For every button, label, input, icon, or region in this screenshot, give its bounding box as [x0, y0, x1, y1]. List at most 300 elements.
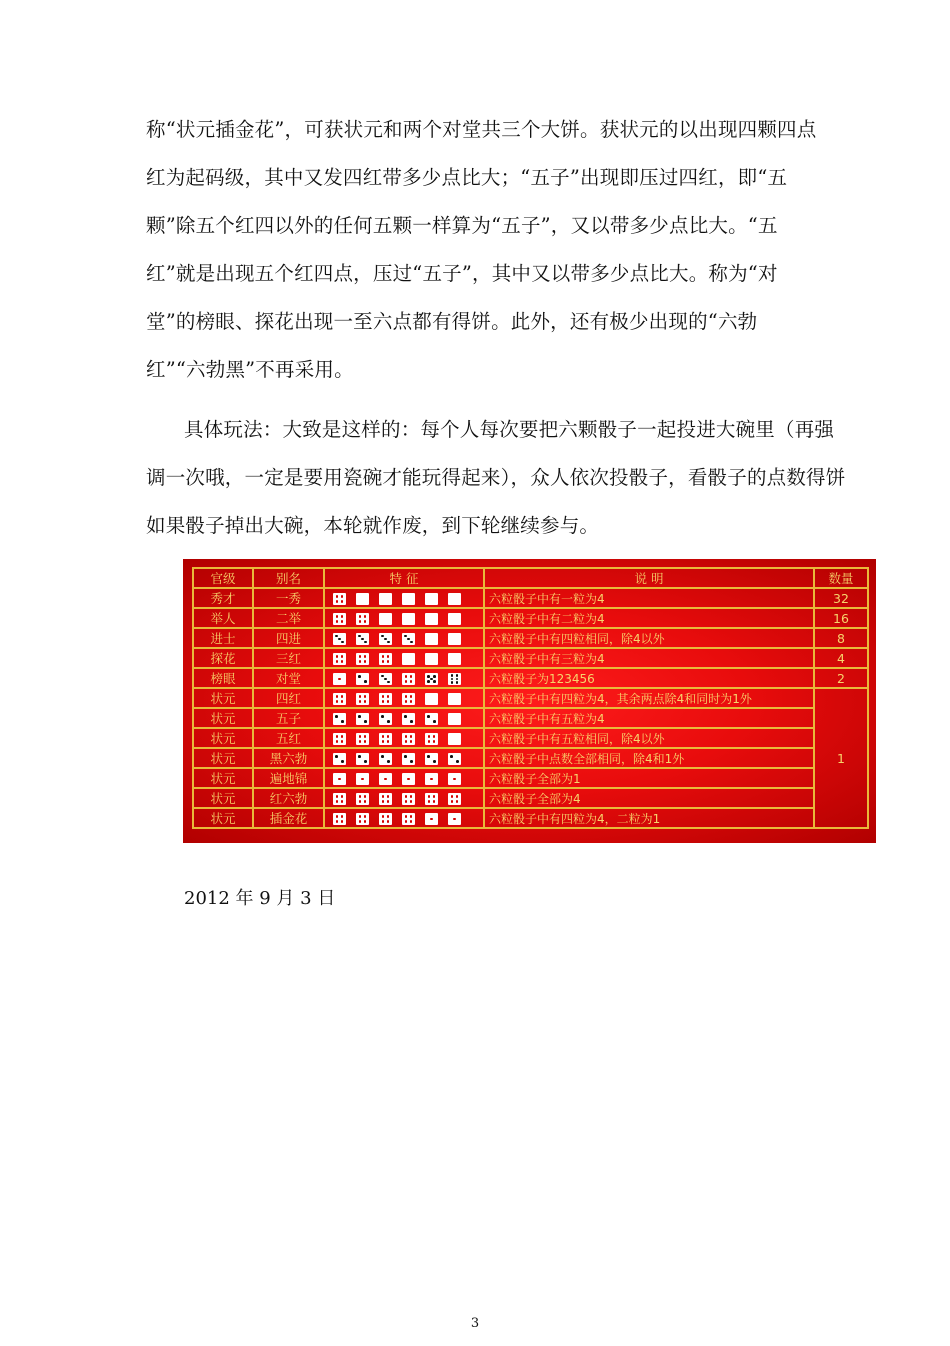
table-row	[193, 668, 868, 688]
pip	[404, 715, 407, 718]
pip	[336, 600, 339, 603]
pip	[453, 818, 456, 821]
pip	[382, 695, 385, 698]
pip	[387, 740, 390, 743]
pip	[382, 660, 385, 663]
pip	[336, 820, 339, 823]
pip	[359, 740, 362, 743]
pip	[364, 800, 367, 803]
rank-cell: 探花	[193, 648, 253, 668]
die-face-icon	[356, 813, 369, 825]
die-face-icon	[402, 593, 415, 605]
pip	[410, 795, 413, 798]
description-cell: 六粒骰子中有五粒相同，除4以外	[484, 728, 814, 748]
die-face-icon	[402, 613, 415, 625]
pip	[364, 620, 367, 623]
pip	[382, 820, 385, 823]
pip	[433, 800, 436, 803]
alias-cell: 插金花	[253, 808, 324, 828]
die-face-icon	[333, 813, 346, 825]
header-alias: 别名	[253, 568, 324, 588]
pip	[428, 735, 431, 738]
description-cell: 六粒骰子中有四粒为4，其余两点除4和同时为1外	[484, 688, 814, 708]
pip	[336, 655, 339, 658]
die-face-icon	[379, 753, 392, 765]
die-face-icon	[448, 753, 461, 765]
die-face-icon	[379, 693, 392, 705]
die-face-icon	[448, 633, 461, 645]
die-face-icon	[333, 793, 346, 805]
die-face-icon	[425, 593, 438, 605]
die-face-icon	[356, 613, 369, 625]
pip	[338, 678, 341, 681]
pip	[358, 715, 361, 718]
pip	[336, 735, 339, 738]
pip	[359, 820, 362, 823]
pip	[456, 674, 459, 677]
pip	[451, 800, 454, 803]
rank-cell: 状元	[193, 748, 253, 768]
table-row	[193, 688, 868, 708]
die-face-icon	[356, 773, 369, 785]
die-face-icon	[402, 773, 415, 785]
die-face-icon	[379, 653, 392, 665]
pip	[433, 680, 436, 683]
description-cell: 六粒骰子中有四粒相同，除4以外	[484, 628, 814, 648]
text-line: 堂”的榜眼、探花出现一至六点都有得饼。此外，还有极少出现的“六勃	[146, 310, 758, 333]
pip	[336, 815, 339, 818]
rank-cell: 状元	[193, 788, 253, 808]
pip	[427, 680, 430, 683]
pip	[335, 715, 338, 718]
pip	[341, 795, 344, 798]
pip	[358, 635, 361, 638]
table-row	[193, 728, 868, 748]
pip	[407, 778, 410, 781]
pip	[359, 615, 362, 618]
pip	[405, 735, 408, 738]
alias-cell: 二举	[253, 608, 324, 628]
rank-cell: 榜眼	[193, 668, 253, 688]
count-cell: 8	[814, 628, 868, 648]
pip	[456, 681, 459, 684]
pip	[341, 720, 344, 723]
document-date: 2012 年 9 月 3 日	[184, 888, 336, 909]
die-face-icon	[379, 613, 392, 625]
pip	[364, 820, 367, 823]
pip	[410, 760, 413, 763]
pip	[387, 720, 390, 723]
table-row	[193, 588, 868, 608]
pip	[364, 615, 367, 618]
pip	[381, 755, 384, 758]
die-face-icon	[402, 673, 415, 685]
die-face-icon	[448, 713, 461, 725]
pip	[336, 695, 339, 698]
die-face-icon	[356, 753, 369, 765]
die-face-icon	[448, 653, 461, 665]
text-line: 调一次哦，一定是要用瓷碗才能玩得起来），众人依次投骰子，看骰子的点数得饼	[146, 466, 846, 489]
pip	[387, 820, 390, 823]
dice-rules-table-image	[183, 559, 876, 843]
pip	[453, 778, 456, 781]
pip	[338, 638, 341, 641]
pip	[451, 681, 454, 684]
die-face-icon	[333, 653, 346, 665]
pip	[410, 735, 413, 738]
rank-cell: 状元	[193, 708, 253, 728]
pip	[410, 815, 413, 818]
pip	[382, 735, 385, 738]
pip	[405, 700, 408, 703]
die-face-icon	[448, 733, 461, 745]
pip	[382, 655, 385, 658]
pip	[341, 695, 344, 698]
pip	[336, 620, 339, 623]
text-line: 红”“六勃黑”不再采用。	[146, 358, 354, 381]
pip	[336, 740, 339, 743]
pip	[364, 735, 367, 738]
pip	[359, 735, 362, 738]
pip	[336, 660, 339, 663]
pip	[341, 700, 344, 703]
pip	[456, 760, 459, 763]
pip	[433, 760, 436, 763]
rank-cell: 进士	[193, 628, 253, 648]
die-face-icon	[402, 653, 415, 665]
die-face-icon	[448, 793, 461, 805]
dice-cell	[324, 748, 484, 768]
pip	[364, 700, 367, 703]
pip	[335, 635, 338, 638]
paragraph-1	[146, 106, 817, 394]
pip	[404, 635, 407, 638]
pip	[433, 675, 436, 678]
alias-cell: 一秀	[253, 588, 324, 608]
pip	[364, 680, 367, 683]
header-rank: 官级	[193, 568, 253, 588]
pip	[382, 795, 385, 798]
pip	[364, 720, 367, 723]
die-face-icon	[448, 773, 461, 785]
pip	[382, 815, 385, 818]
pip	[405, 800, 408, 803]
description-cell: 六粒骰子中点数全部相同，除4和1外	[484, 748, 814, 768]
die-face-icon	[425, 813, 438, 825]
pip	[405, 740, 408, 743]
pip	[384, 778, 387, 781]
die-face-icon	[402, 813, 415, 825]
die-face-icon	[356, 693, 369, 705]
die-face-icon	[402, 753, 415, 765]
pip	[410, 700, 413, 703]
table-row	[193, 788, 868, 808]
pip	[428, 800, 431, 803]
die-face-icon	[379, 773, 392, 785]
dice-cell	[324, 648, 484, 668]
die-face-icon	[425, 693, 438, 705]
pip	[336, 700, 339, 703]
pip	[456, 795, 459, 798]
dice-cell	[324, 688, 484, 708]
description-cell: 六粒骰子全部为4	[484, 788, 814, 808]
pip	[341, 641, 344, 644]
pip	[451, 678, 454, 681]
pip	[341, 600, 344, 603]
die-face-icon	[402, 633, 415, 645]
pip	[335, 755, 338, 758]
table-body	[193, 588, 868, 828]
page-number: 3	[470, 1316, 480, 1331]
header-count: 数量	[814, 568, 868, 588]
pip	[382, 800, 385, 803]
pip	[364, 655, 367, 658]
pip	[359, 660, 362, 663]
die-face-icon	[379, 713, 392, 725]
description-cell: 六粒骰子中有三粒为4	[484, 648, 814, 668]
die-face-icon	[333, 633, 346, 645]
table-row	[193, 648, 868, 668]
description-cell: 六粒骰子中有五粒为4	[484, 708, 814, 728]
pip	[410, 675, 413, 678]
pip	[410, 680, 413, 683]
count-cell-merged: 1	[814, 688, 868, 828]
die-face-icon	[425, 613, 438, 625]
pip	[341, 820, 344, 823]
pip	[428, 740, 431, 743]
alias-cell: 四进	[253, 628, 324, 648]
pip	[410, 740, 413, 743]
pip	[428, 795, 431, 798]
dice-cell	[324, 808, 484, 828]
dice-cell	[324, 608, 484, 628]
pip	[451, 795, 454, 798]
pip	[341, 660, 344, 663]
die-face-icon	[333, 713, 346, 725]
die-face-icon	[448, 673, 461, 685]
text-line: 颗”除五个红四以外的任何五颗一样算为“五子”，又以带多少点比大。“五	[146, 214, 778, 237]
text-line: 具体玩法：大致是这样的：每个人每次要把六颗骰子一起投进大碗里（再强	[184, 418, 835, 441]
die-face-icon	[333, 753, 346, 765]
die-face-icon	[402, 693, 415, 705]
die-face-icon	[379, 793, 392, 805]
pip	[433, 735, 436, 738]
count-cell: 16	[814, 608, 868, 628]
pip	[430, 818, 433, 821]
pip	[456, 678, 459, 681]
pip	[405, 815, 408, 818]
dice-cell	[324, 588, 484, 608]
pip	[359, 700, 362, 703]
pip	[387, 681, 390, 684]
pip	[405, 795, 408, 798]
die-face-icon	[356, 793, 369, 805]
pip	[387, 795, 390, 798]
pip	[387, 815, 390, 818]
pip	[358, 755, 361, 758]
pip	[341, 615, 344, 618]
pip	[410, 720, 413, 723]
pip	[407, 638, 410, 641]
table-row	[193, 768, 868, 788]
pip	[427, 675, 430, 678]
pip	[341, 595, 344, 598]
die-face-icon	[425, 713, 438, 725]
dice-rules-table	[192, 567, 869, 829]
alias-cell: 五子	[253, 708, 324, 728]
pip	[336, 615, 339, 618]
die-face-icon	[356, 733, 369, 745]
pip	[338, 778, 341, 781]
die-face-icon	[425, 793, 438, 805]
die-face-icon	[333, 733, 346, 745]
alias-cell: 黑六勃	[253, 748, 324, 768]
table-row	[193, 608, 868, 628]
rank-cell: 状元	[193, 688, 253, 708]
table-header-row	[193, 568, 868, 588]
pip	[456, 800, 459, 803]
pip	[387, 800, 390, 803]
pip	[361, 638, 364, 641]
pip	[341, 740, 344, 743]
pip	[359, 815, 362, 818]
die-face-icon	[402, 793, 415, 805]
rank-cell: 举人	[193, 608, 253, 628]
dice-cell	[324, 708, 484, 728]
pip	[361, 778, 364, 781]
pip	[387, 641, 390, 644]
dice-cell	[324, 668, 484, 688]
die-face-icon	[379, 813, 392, 825]
die-face-icon	[402, 733, 415, 745]
die-face-icon	[356, 713, 369, 725]
pip	[359, 620, 362, 623]
pip	[387, 660, 390, 663]
description-cell: 六粒骰子为123456	[484, 668, 814, 688]
die-face-icon	[425, 673, 438, 685]
die-face-icon	[356, 673, 369, 685]
pip	[384, 638, 387, 641]
die-face-icon	[333, 593, 346, 605]
pip	[384, 678, 387, 681]
pip	[381, 675, 384, 678]
text-line: 如果骰子掉出大碗，本轮就作废，到下轮继续参与。	[146, 514, 600, 537]
rank-cell: 秀才	[193, 588, 253, 608]
count-cell: 32	[814, 588, 868, 608]
pip	[387, 760, 390, 763]
pip	[359, 695, 362, 698]
table-row	[193, 628, 868, 648]
rank-cell: 状元	[193, 768, 253, 788]
header-description: 说 明	[484, 568, 814, 588]
pip	[359, 795, 362, 798]
description-cell: 六粒骰子中有二粒为4	[484, 608, 814, 628]
pip	[336, 595, 339, 598]
description-cell: 六粒骰子中有四粒为4，二粒为1	[484, 808, 814, 828]
pip	[405, 695, 408, 698]
die-face-icon	[448, 813, 461, 825]
description-cell: 六粒骰子中有一粒为4	[484, 588, 814, 608]
text-line: 红”就是出现五个红四点，压过“五子”，其中又以带多少点比大。称为“对	[146, 262, 778, 285]
rank-cell: 状元	[193, 808, 253, 828]
die-face-icon	[356, 633, 369, 645]
table-row	[193, 708, 868, 728]
pip	[427, 715, 430, 718]
die-face-icon	[448, 613, 461, 625]
pip	[404, 755, 407, 758]
pip	[364, 641, 367, 644]
table-row	[193, 748, 868, 768]
pip	[364, 660, 367, 663]
pip	[341, 735, 344, 738]
alias-cell: 五红	[253, 728, 324, 748]
die-face-icon	[448, 593, 461, 605]
pip	[336, 800, 339, 803]
pip	[364, 795, 367, 798]
die-face-icon	[425, 773, 438, 785]
dice-cell	[324, 728, 484, 748]
pip	[341, 815, 344, 818]
die-face-icon	[425, 653, 438, 665]
pip	[427, 755, 430, 758]
pip	[387, 695, 390, 698]
description-cell: 六粒骰子全部为1	[484, 768, 814, 788]
alias-cell: 对堂	[253, 668, 324, 688]
pip	[336, 795, 339, 798]
pip	[410, 800, 413, 803]
pip	[410, 695, 413, 698]
table-row	[193, 808, 868, 828]
text-line: 称“状元插金花”，可获状元和两个对堂共三个大饼。获状元的以出现四颗四点	[146, 118, 817, 141]
pip	[359, 655, 362, 658]
die-face-icon	[425, 733, 438, 745]
pip	[341, 620, 344, 623]
pip	[364, 740, 367, 743]
alias-cell: 三红	[253, 648, 324, 668]
die-face-icon	[356, 593, 369, 605]
die-face-icon	[333, 613, 346, 625]
alias-cell: 遍地锦	[253, 768, 324, 788]
rank-cell: 状元	[193, 728, 253, 748]
pip	[341, 800, 344, 803]
pip	[381, 635, 384, 638]
pip	[364, 760, 367, 763]
pip	[364, 815, 367, 818]
pip	[387, 700, 390, 703]
die-face-icon	[448, 693, 461, 705]
pip	[341, 760, 344, 763]
dice-cell	[324, 628, 484, 648]
pip	[410, 641, 413, 644]
alias-cell: 红六勃	[253, 788, 324, 808]
die-face-icon	[402, 713, 415, 725]
pip	[451, 674, 454, 677]
text-line: 红为起码级，其中又发四红带多少点比大；“五子”出现即压过四红，即“五	[146, 166, 788, 189]
count-cell: 2	[814, 668, 868, 688]
pip	[364, 695, 367, 698]
count-cell: 4	[814, 648, 868, 668]
paragraph-2	[146, 406, 846, 550]
pip	[341, 655, 344, 658]
die-face-icon	[379, 673, 392, 685]
dice-cell	[324, 768, 484, 788]
die-face-icon	[333, 693, 346, 705]
pip	[450, 755, 453, 758]
pip	[381, 715, 384, 718]
die-face-icon	[379, 593, 392, 605]
pip	[382, 740, 385, 743]
pip	[382, 700, 385, 703]
